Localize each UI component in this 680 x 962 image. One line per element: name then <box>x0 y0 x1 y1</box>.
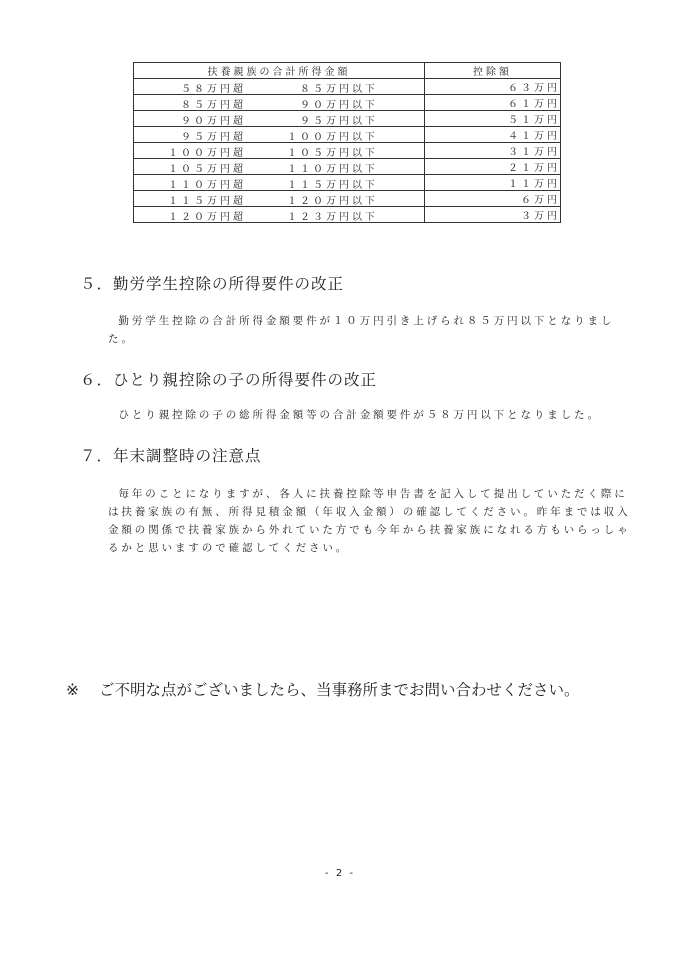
table-row <box>134 143 561 159</box>
table-row <box>134 127 561 143</box>
range-lower: ５８万円超 <box>181 84 246 95</box>
section-5-heading: ５．勤労学生控除の所得要件の改正 <box>80 275 345 293</box>
deduction-amount-cell: ６万円 <box>425 191 561 207</box>
section-7-body: 毎年のことになりますが、各人に扶養控除等申告書を記入して提出していただく際には扶養家族の有無、所得見積金額（年収入金額）の確認してください。昨年までは収入金額の関係で扶養家族から外れていた方でも今年から扶養家族になれる方もいらっしゃるかと思いますので確認してください。 <box>108 488 631 554</box>
contact-notice <box>66 678 580 700</box>
range-lower: １１５万円超 <box>168 196 246 207</box>
income-range-cell <box>134 127 425 143</box>
table-row <box>134 175 561 191</box>
deduction-amount-cell: ４１万円 <box>425 127 561 143</box>
table-row <box>134 95 561 111</box>
range-column-header: 扶養親族の合計所得金額 <box>134 63 425 79</box>
range-lower: ８５万円超 <box>181 100 246 111</box>
section-7-heading: ７．年末調整時の注意点 <box>80 447 262 465</box>
section-6-heading: ６．ひとり親控除の子の所得要件の改正 <box>80 371 378 389</box>
range-lower: １００万円超 <box>168 148 246 159</box>
income-range-cell <box>134 95 425 111</box>
deduction-amount-cell: ５１万円 <box>425 111 561 127</box>
income-range-cell <box>134 207 425 223</box>
range-upper: ８５万円以下 <box>300 84 378 95</box>
income-range-cell <box>134 159 425 175</box>
table-row <box>134 111 561 127</box>
deduction-amount-cell: ３万円 <box>425 207 561 223</box>
range-upper: １２０万円以下 <box>287 196 378 207</box>
table-row <box>134 79 561 95</box>
income-range-cell <box>134 111 425 127</box>
range-upper: １００万円以下 <box>287 132 378 143</box>
range-lower: ９０万円超 <box>181 116 246 127</box>
deduction-amount-cell: ６３万円 <box>425 79 561 95</box>
deduction-amount-cell: ６１万円 <box>425 95 561 111</box>
range-upper: １０５万円以下 <box>287 148 378 159</box>
range-lower: １２０万円超 <box>168 212 246 223</box>
reference-mark: ※ <box>66 681 79 699</box>
table-row <box>134 159 561 175</box>
amount-column-header: 控除額 <box>425 63 561 79</box>
table-header-row <box>134 63 561 79</box>
section-5-body: 勤労学生控除の合計所得金額要件が１０万円引き上げられ８５万円以下となりました。 <box>108 315 615 345</box>
section-6-body: ひとり親控除の子の総所得金額等の合計金額要件が５８万円以下となりました。 <box>118 409 601 421</box>
page-number: - 2 - <box>325 868 355 879</box>
range-lower: ９５万円超 <box>181 132 246 143</box>
range-upper: １１０万円以下 <box>287 164 378 175</box>
income-range-cell <box>134 79 425 95</box>
range-upper: ９５万円以下 <box>300 116 378 127</box>
income-range-cell <box>134 175 425 191</box>
deduction-amount-cell: １１万円 <box>425 175 561 191</box>
range-lower: １１０万円超 <box>168 180 246 191</box>
table-row <box>134 207 561 223</box>
income-range-cell <box>134 143 425 159</box>
income-range-cell <box>134 191 425 207</box>
range-lower: １０５万円超 <box>168 164 246 175</box>
notice-text: ご不明な点がございましたら、当事務所までお問い合わせください。 <box>99 681 580 699</box>
dependent-deduction-table <box>133 62 561 223</box>
range-upper: １２３万円以下 <box>287 212 378 223</box>
range-upper: １１５万円以下 <box>287 180 378 191</box>
table-row <box>134 191 561 207</box>
range-upper: ９０万円以下 <box>300 100 378 111</box>
deduction-amount-cell: ３１万円 <box>425 143 561 159</box>
deduction-amount-cell: ２１万円 <box>425 159 561 175</box>
